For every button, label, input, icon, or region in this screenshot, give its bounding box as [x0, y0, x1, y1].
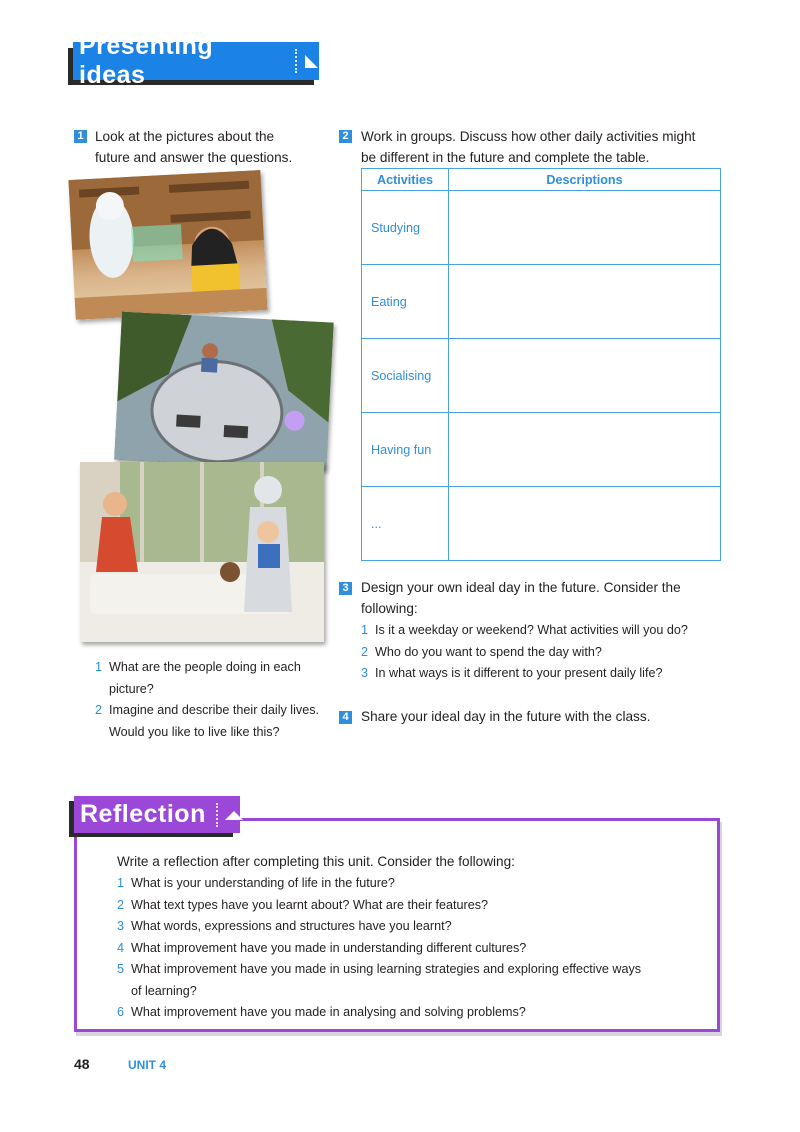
photo-robot-living-room [80, 462, 324, 642]
list-item [361, 620, 688, 642]
task1-instruction-line: Look at the pictures about the [95, 129, 275, 144]
section-header-presenting-ideas [73, 32, 319, 89]
list-number: 1 [95, 660, 103, 674]
list-text: What are the people doing in each [109, 660, 301, 674]
task2-instruction [361, 126, 695, 168]
list-text: What text types have you learnt about? What are their features? [131, 897, 489, 912]
list-number: 2 [361, 644, 369, 659]
reflection-intro: Write a reflection after completing this unit. Consider the following: [117, 854, 515, 869]
list-text: What improvement have you made in understanding different cultures? [131, 940, 527, 955]
list-number: 1 [361, 623, 369, 637]
list-text: What improvement have you made in using learning strategies and exploring effective ways [131, 962, 642, 976]
list-number: 1 [117, 876, 125, 890]
list-number: 5 [117, 962, 125, 976]
list-item [361, 642, 688, 664]
task1-instruction [95, 126, 292, 168]
unit-label: UNIT 4 [128, 1058, 167, 1072]
task1-instruction-line: future and answer the questions. [95, 150, 293, 165]
column-header-activities: Activities [362, 169, 449, 191]
description-cell[interactable] [449, 191, 721, 265]
section-title: Reflection [80, 800, 206, 828]
table-row [362, 265, 721, 339]
description-cell[interactable] [449, 413, 721, 487]
task-number-badge: 2 [339, 130, 352, 143]
task3-instruction [361, 577, 681, 619]
header-separator [216, 803, 218, 827]
list-text: of learning? [131, 983, 197, 998]
table-row [362, 487, 721, 561]
task-number-badge: 1 [74, 130, 87, 143]
list-item [117, 895, 641, 917]
task2-instruction-line: Work in groups. Discuss how other daily activities might [361, 129, 696, 144]
list-number: 3 [117, 919, 125, 933]
list-text: What improvement have you made in analysing and solving problems? [131, 1005, 526, 1019]
activity-cell: Having fun [362, 413, 449, 487]
list-text: In what ways is it different to your present daily life? [375, 666, 663, 680]
task-number-badge: 3 [339, 582, 352, 595]
task-number-badge: 4 [339, 711, 352, 724]
list-text: Imagine and describe their daily lives. [109, 703, 320, 717]
list-item [95, 657, 319, 679]
list-number: 3 [361, 666, 369, 680]
list-number: 2 [117, 897, 125, 912]
task3-instruction-line: following: [361, 601, 418, 616]
list-number: 6 [117, 1005, 125, 1019]
activity-cell: Socialising [362, 339, 449, 413]
list-number: 2 [95, 703, 103, 717]
photo-robot-classroom [68, 170, 267, 320]
task1-questions [95, 657, 319, 743]
list-text: What is your understanding of life in the future? [131, 876, 395, 890]
reflection-list [117, 873, 641, 1024]
list-text: picture? [109, 681, 154, 696]
page-number: 48 [74, 1056, 90, 1072]
list-text: Would you like to live like this? [109, 724, 280, 739]
table-row [362, 191, 721, 265]
list-item [117, 959, 641, 981]
header-separator [295, 49, 297, 73]
list-item [117, 916, 641, 938]
table-row [362, 413, 721, 487]
activities-table [361, 168, 721, 561]
list-item [117, 938, 641, 960]
section-title: Presenting ideas [79, 32, 214, 89]
task3-instruction-line: Design your own ideal day in the future. Consider the [361, 580, 681, 595]
list-item [117, 873, 641, 895]
list-text: What words, expressions and structures have you learnt? [131, 919, 452, 933]
list-text: Who do you want to spend the day with? [375, 644, 602, 659]
list-item [117, 1002, 641, 1024]
table-row [362, 339, 721, 413]
task4-instruction: Share your ideal day in the future with the class. [361, 709, 651, 724]
task2-instruction-line: be different in the future and complete the table. [361, 150, 650, 165]
description-cell[interactable] [449, 487, 721, 561]
reflection-box [74, 818, 720, 1032]
section-header-reflection [74, 796, 240, 833]
triangle-up-icon [224, 800, 244, 829]
description-cell[interactable] [449, 265, 721, 339]
activity-cell: ... [362, 487, 449, 561]
list-item [361, 663, 688, 685]
list-number: 4 [117, 940, 125, 955]
column-header-descriptions: Descriptions [449, 169, 721, 191]
list-item [95, 700, 319, 722]
description-cell[interactable] [449, 339, 721, 413]
activity-cell: Eating [362, 265, 449, 339]
corner-triangle-icon [303, 47, 319, 76]
task3-questions [361, 620, 688, 685]
photo-robot-planet [114, 312, 333, 471]
activity-cell: Studying [362, 191, 449, 265]
list-text: Is it a weekday or weekend? What activities will you do? [375, 623, 688, 637]
table-header-row [362, 169, 721, 191]
